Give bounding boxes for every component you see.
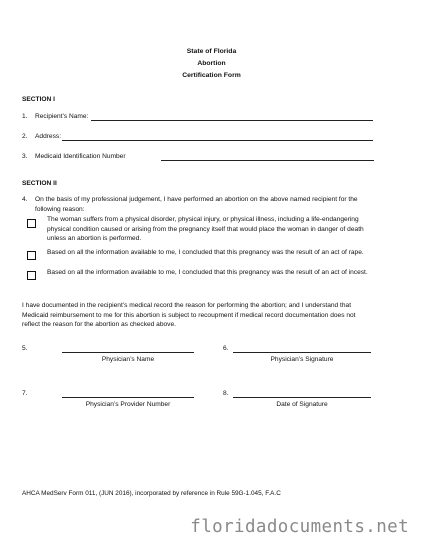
address-field[interactable] <box>62 140 373 141</box>
physician-signature-field[interactable] <box>233 352 371 353</box>
date-of-signature-field[interactable] <box>233 397 371 398</box>
field-4-number: 4. <box>22 196 28 203</box>
field-2-number: 2. <box>22 133 28 140</box>
recipient-name-label: Recipient’s Name: <box>35 113 89 120</box>
physician-name-field[interactable] <box>62 352 194 353</box>
reason-physical-checkbox[interactable] <box>27 219 36 228</box>
reason-rape-checkbox[interactable] <box>27 251 36 260</box>
reason-intro-text: On the basis of my professional judgement, I have performed an abortion on the above named recipient for the following reason: <box>35 196 358 213</box>
provider-number-caption: Physician’s Provider Number <box>85 401 171 408</box>
medicaid-id-label: Medicaid Identification Number <box>35 153 126 160</box>
medicaid-id-field[interactable] <box>161 160 374 161</box>
physician-signature-caption: Physician’s Signature <box>270 356 334 363</box>
physician-name-caption: Physician’s Name <box>101 356 155 363</box>
reason-incest-checkbox[interactable] <box>27 271 36 280</box>
recipient-name-field[interactable] <box>91 120 373 121</box>
field-3-number: 3. <box>22 153 28 160</box>
reason-incest-text: Based on all the information available to me, I concluded that this pregnancy was the result of an act of incest. <box>47 269 368 276</box>
reason-physical-text: The woman suffers from a physical disorder, physical injury, or physical illness, including a life-endangering physical condition caused or arising from the pregnancy itself that would place the woman in danger of death unless an abortion is performed. <box>47 216 364 243</box>
form-title-abortion: Abortion <box>197 60 226 67</box>
site-watermark: floridadocuments.net <box>190 517 409 537</box>
reason-rape-text: Based on all the information available to me, I concluded that this pregnancy was the result of an act of rape. <box>47 249 364 256</box>
field-6-number: 6. <box>223 345 229 352</box>
acknowledgement-paragraph: I have documented in the recipient’s medical record the reason for performing the abortion; and I understand that Medicaid reimbursement to me for this abortion is subject to recoupment if medical record documentation does not reflect the reason for the abortion as checked above. <box>22 302 356 329</box>
form-title-state: State of Florida <box>186 48 237 55</box>
form-title-certification: Certification Form <box>182 72 241 79</box>
date-of-signature-caption: Date of Signature <box>276 401 328 408</box>
field-1-number: 1. <box>22 113 28 120</box>
address-label: Address: <box>35 133 62 140</box>
form-footer-citation: AHCA MedServ Form 011, (JUN 2016), incorporated by reference in Rule 59G-1.045, F.A.C <box>22 490 281 497</box>
section-i-heading: SECTION I <box>22 96 55 103</box>
field-8-number: 8. <box>223 390 229 397</box>
section-ii-heading: SECTION II <box>22 180 57 187</box>
field-5-number: 5. <box>22 345 28 352</box>
provider-number-field[interactable] <box>62 397 194 398</box>
field-7-number: 7. <box>22 390 28 397</box>
